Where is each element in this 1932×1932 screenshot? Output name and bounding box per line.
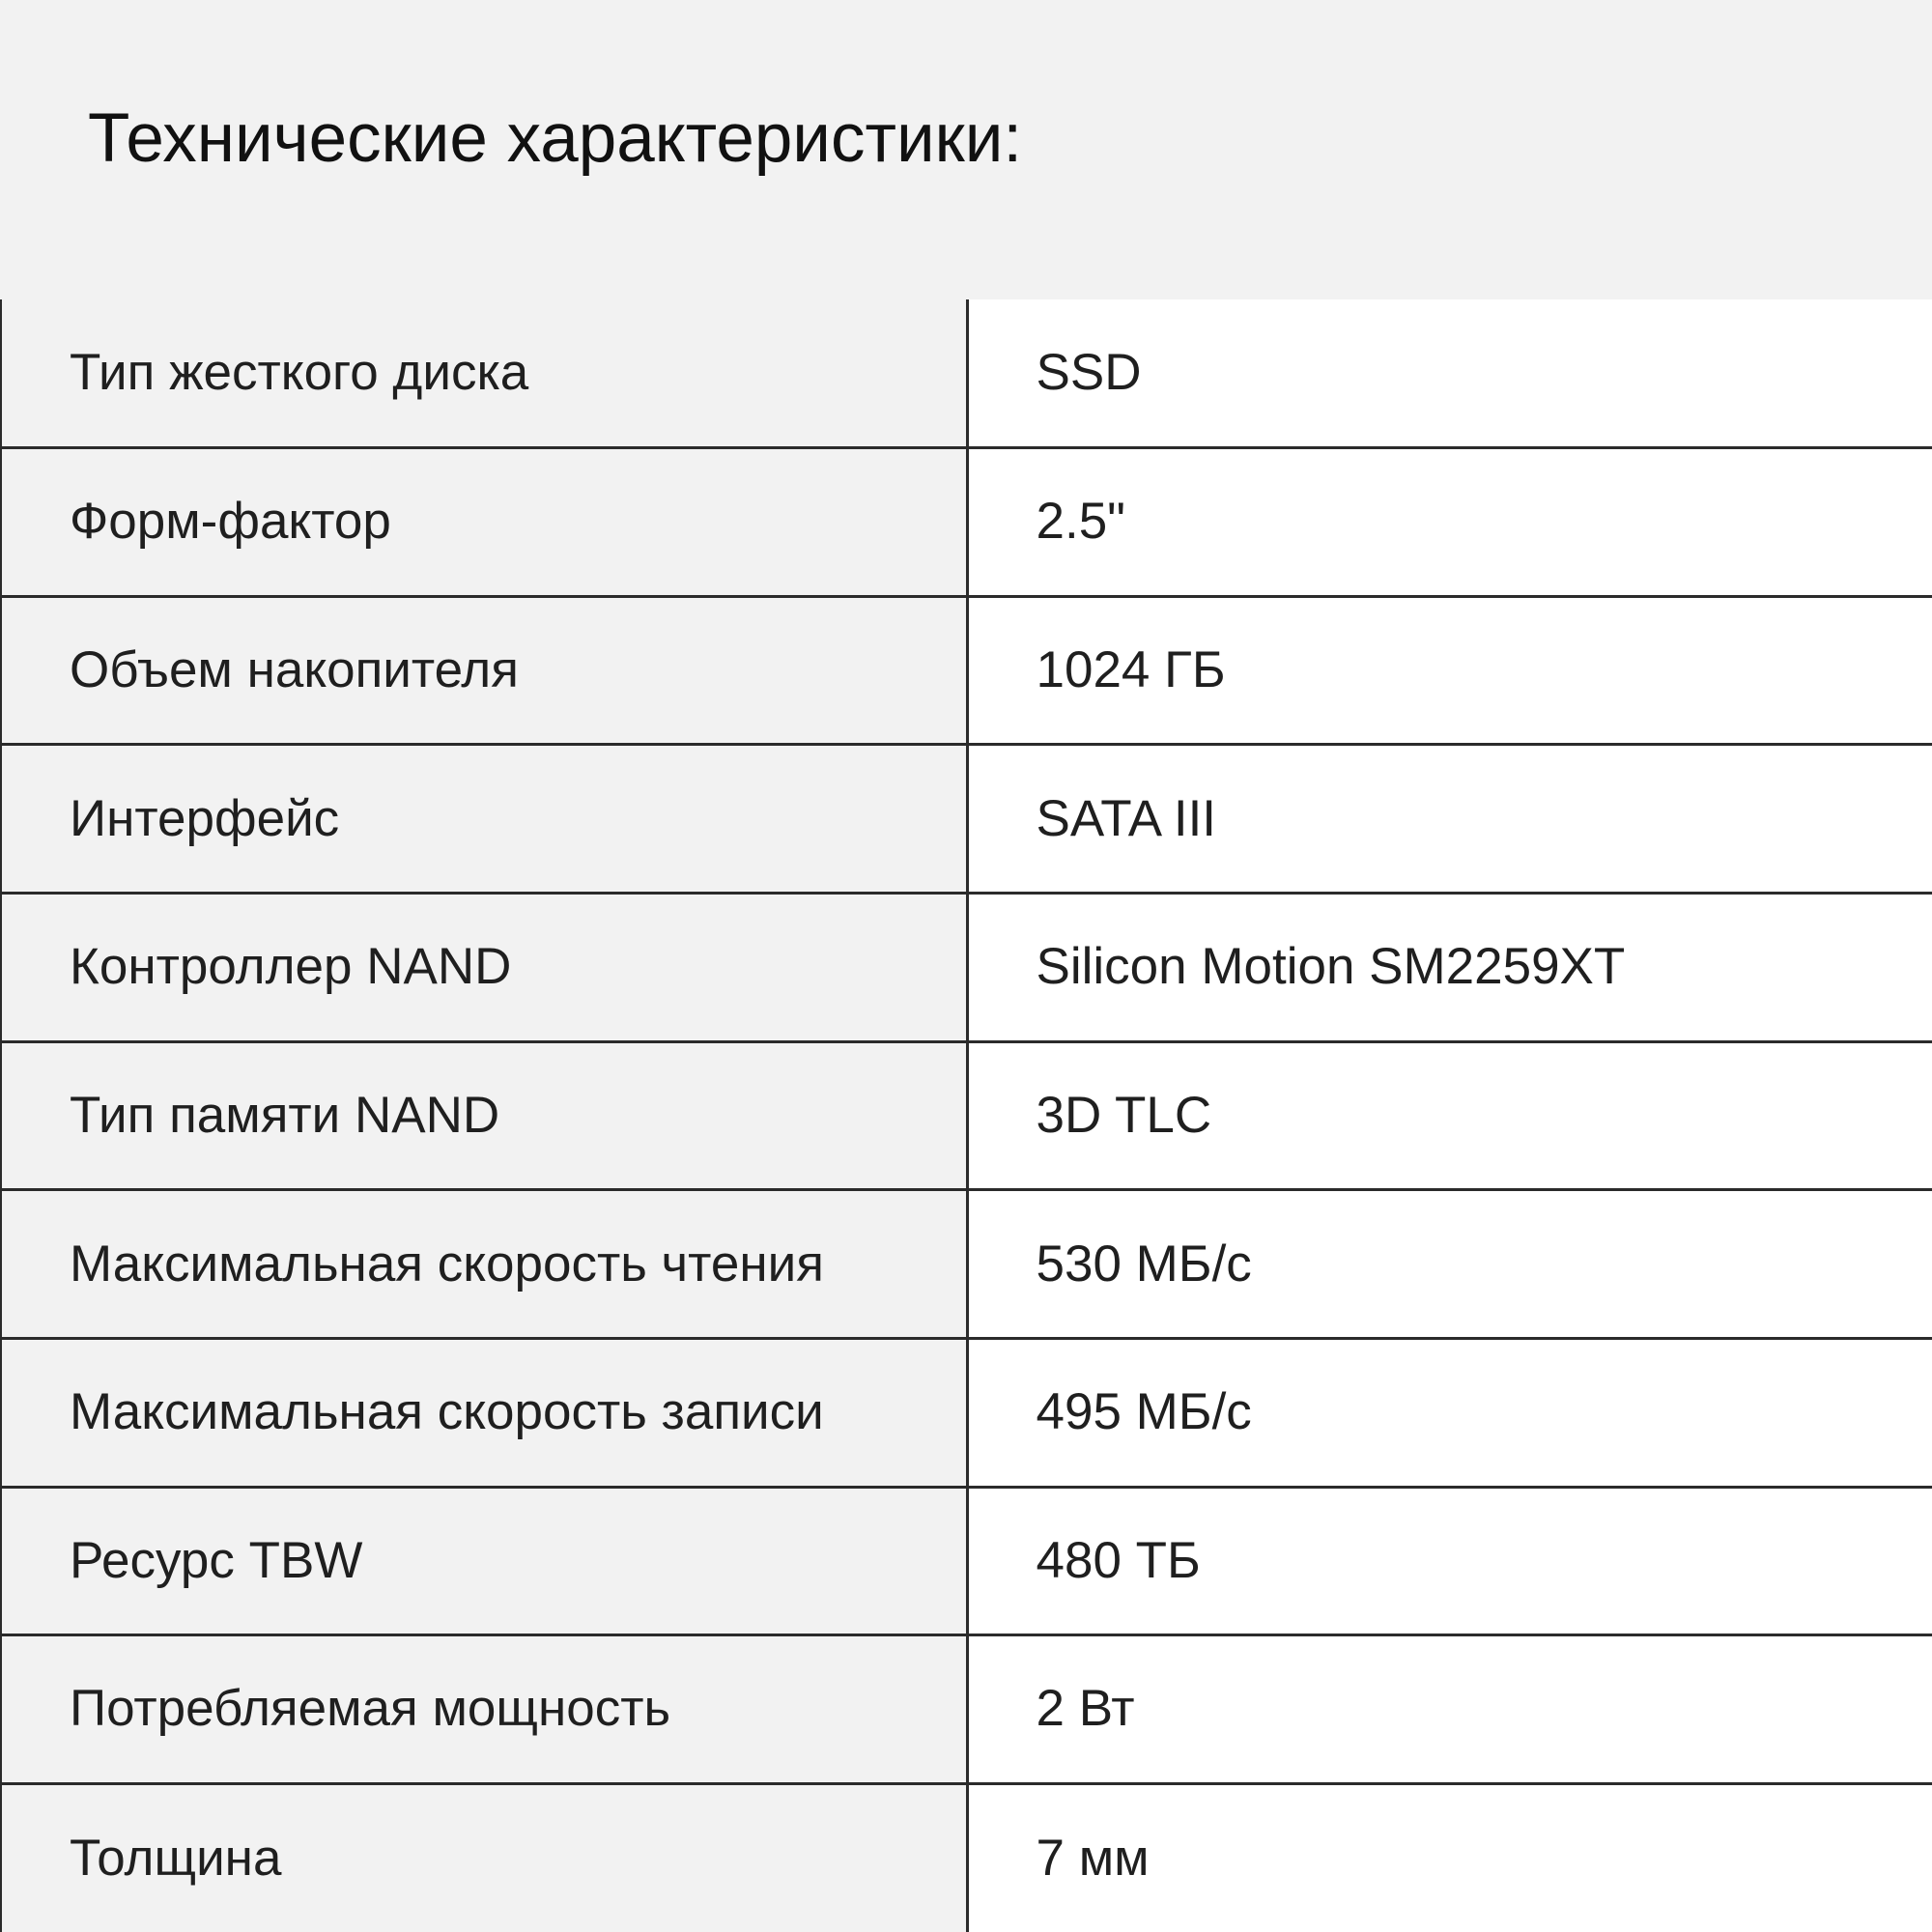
spec-value: 2.5" xyxy=(967,448,1932,597)
table-row xyxy=(1,894,1932,1042)
header xyxy=(0,0,1932,299)
table-row xyxy=(1,1041,1932,1190)
spec-name: Максимальная скорость записи xyxy=(1,1338,967,1487)
spec-value: Silicon Motion SM2259XT xyxy=(967,894,1932,1042)
spec-name: Тип памяти NAND xyxy=(1,1041,967,1190)
spec-name: Форм-фактор xyxy=(1,448,967,597)
table-row xyxy=(1,1635,1932,1784)
table-row xyxy=(1,1783,1932,1932)
spec-value: 7 мм xyxy=(967,1783,1932,1932)
spec-name: Максимальная скорость чтения xyxy=(1,1190,967,1339)
spec-name: Объем накопителя xyxy=(1,596,967,745)
spec-name: Потребляемая мощность xyxy=(1,1635,967,1784)
spec-name: Интерфейс xyxy=(1,745,967,894)
spec-value: 3D TLC xyxy=(967,1041,1932,1190)
table-row xyxy=(1,299,1932,448)
table-row xyxy=(1,1487,1932,1635)
spec-name: Ресурс TBW xyxy=(1,1487,967,1635)
spec-value: 495 МБ/с xyxy=(967,1338,1932,1487)
spec-name: Тип жесткого диска xyxy=(1,299,967,448)
table-row xyxy=(1,745,1932,894)
spec-value: 530 МБ/с xyxy=(967,1190,1932,1339)
spec-name: Толщина xyxy=(1,1783,967,1932)
spec-value: SSD xyxy=(967,299,1932,448)
spec-value: 1024 ГБ xyxy=(967,596,1932,745)
table-row xyxy=(1,448,1932,597)
table-row xyxy=(1,1190,1932,1339)
spec-value: 480 ТБ xyxy=(967,1487,1932,1635)
table-row xyxy=(1,596,1932,745)
spec-value: 2 Вт xyxy=(967,1635,1932,1784)
table-row xyxy=(1,1338,1932,1487)
spec-value: SATA III xyxy=(967,745,1932,894)
page-title: Технические характеристики: xyxy=(88,100,1023,177)
spec-name: Контроллер NAND xyxy=(1,894,967,1042)
spec-table xyxy=(0,299,1932,1932)
